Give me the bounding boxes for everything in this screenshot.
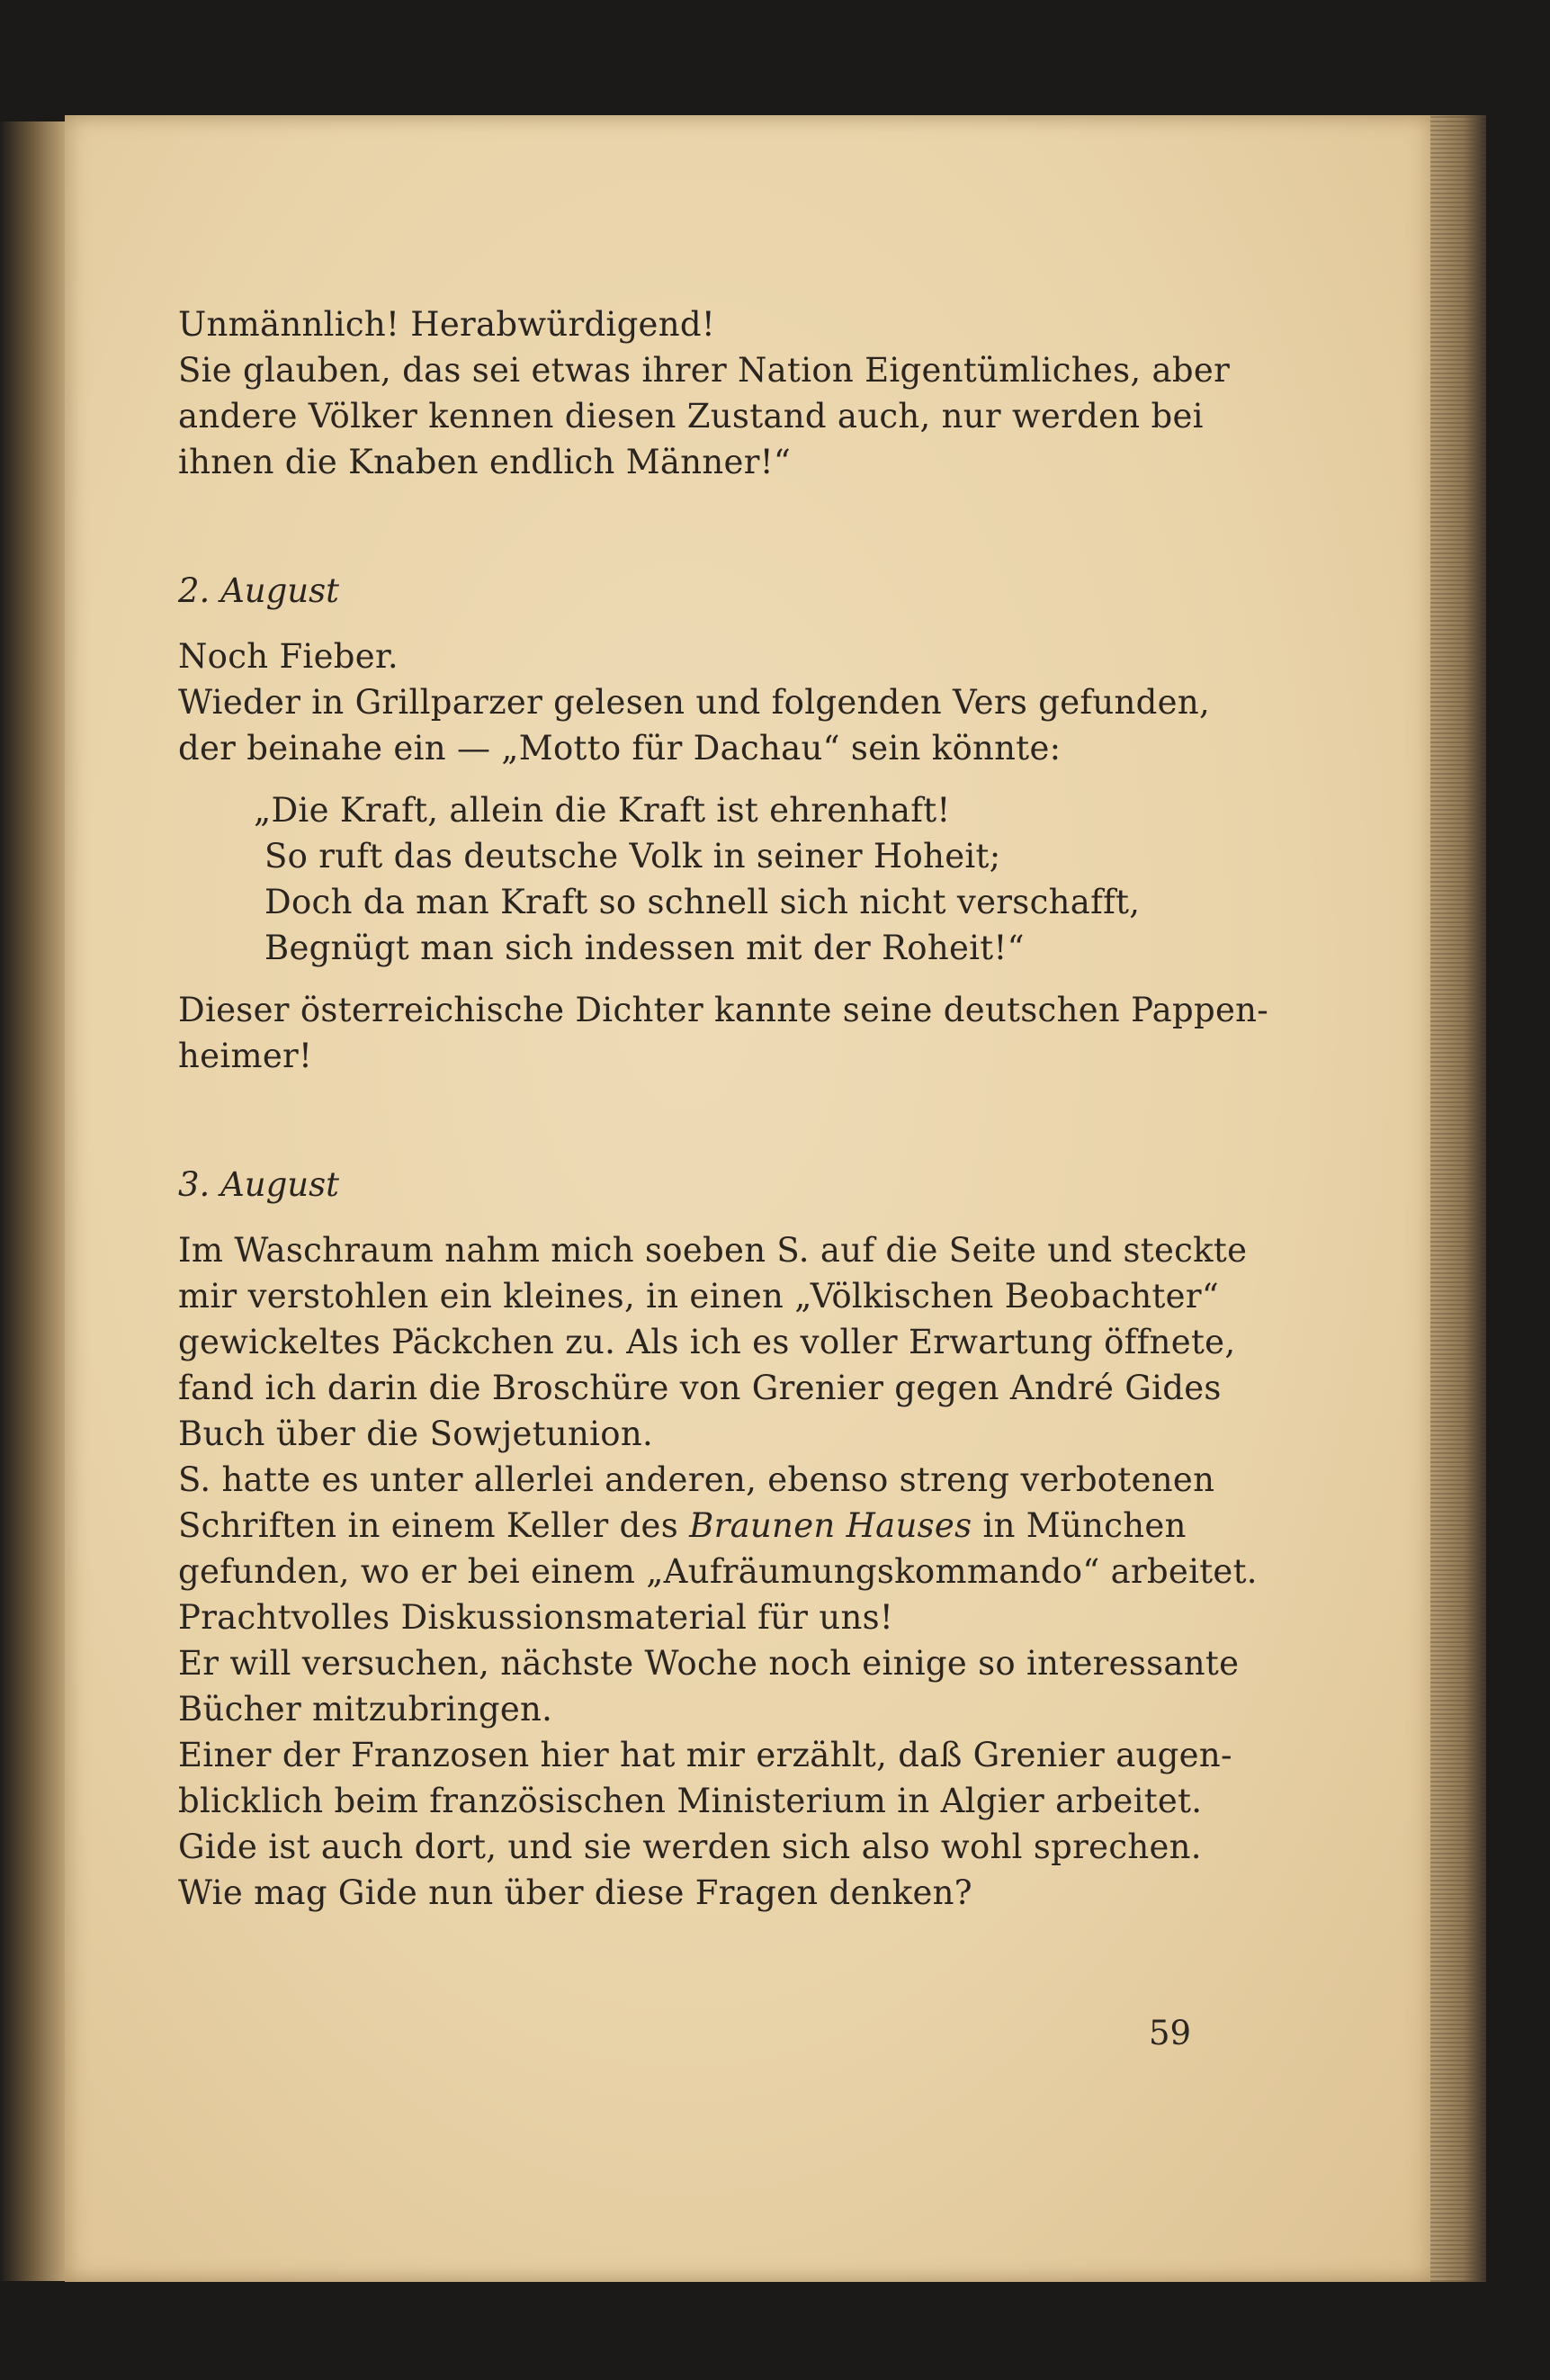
verse-line: Doch da man Kraft so schnell sich nicht verschafft,: [264, 883, 1141, 921]
verse-quote: [254, 787, 1190, 971]
entry-line: Wieder in Grillparzer gelesen und folgenden Vers gefunden,: [178, 683, 1211, 722]
page-text: [178, 301, 1269, 1916]
entry-line: fand ich darin die Broschüre von Grenier gegen André Gides: [178, 1369, 1222, 1407]
entry-date-aug3: 3. August: [178, 1165, 339, 1204]
book-spine-edge: [1430, 115, 1486, 2282]
entry-line: Bücher mitzubringen.: [178, 1690, 553, 1729]
intro-line: ihnen die Knaben endlich Männer!“: [178, 443, 792, 481]
entry-line: gefunden, wo er bei einem „Aufräumungskommando“ arbeitet.: [178, 1552, 1258, 1591]
entry-line: der beinahe ein — „Motto für Dachau“ sein könnte:: [178, 729, 1062, 768]
entry-line: mir verstohlen ein kleines, in einen „Völkischen Beobachter“: [178, 1277, 1220, 1316]
italic-title: Braunen Hauses: [689, 1506, 972, 1545]
verse-line: „Die Kraft, allein die Kraft ist ehrenhaft!: [254, 791, 951, 830]
entry-line: Er will versuchen, nächste Woche noch einige so interessante: [178, 1644, 1240, 1683]
intro-line: Sie glauben, das sei etwas ihrer Nation Eigentümliches, aber: [178, 351, 1231, 390]
entry-line: Noch Fieber.: [178, 637, 399, 676]
entry-line: gewickeltes Päckchen zu. Als ich es voller Erwartung öffnete,: [178, 1323, 1236, 1361]
left-page-edge: [0, 121, 70, 2281]
page-number: 59: [1149, 2014, 1192, 2052]
entry-line: Prachtvolles Diskussionsmaterial für uns!: [178, 1598, 894, 1637]
entry-date-aug2: 2. August: [178, 571, 339, 610]
entry-line: blicklich beim französischen Ministerium in Algier arbeitet.: [178, 1782, 1203, 1820]
entry-line: heimer!: [178, 1037, 313, 1075]
intro-line: Unmännlich! Herabwürdigend!: [178, 305, 716, 344]
entry-line: Buch über die Sowjetunion.: [178, 1415, 654, 1453]
text-span: in München: [972, 1506, 1187, 1545]
verse-line: So ruft das deutsche Volk in seiner Hoheit;: [264, 837, 1001, 876]
entry-line: Gide ist auch dort, und sie werden sich also wohl sprechen.: [178, 1828, 1202, 1866]
entry-line-mixed: [178, 1503, 1190, 1549]
entry-line: Dieser österreichische Dichter kannte seine deutschen Pappen-: [178, 991, 1269, 1029]
entry-line: Einer der Franzosen hier hat mir erzählt, daß Grenier augen-: [178, 1736, 1232, 1774]
intro-line: andere Völker kennen diesen Zustand auch, nur werden bei: [178, 397, 1204, 436]
entry-line: Im Waschraum nahm mich soeben S. auf die Seite und steckte: [178, 1231, 1248, 1270]
text-span: Schriften in einem Keller des: [178, 1506, 690, 1545]
entry-line: Wie mag Gide nun über diese Fragen denken?: [178, 1873, 972, 1912]
entry-line: S. hatte es unter allerlei anderen, ebenso streng verbotenen: [178, 1460, 1215, 1499]
verse-line: Begnügt man sich indessen mit der Roheit!“: [264, 929, 1025, 967]
